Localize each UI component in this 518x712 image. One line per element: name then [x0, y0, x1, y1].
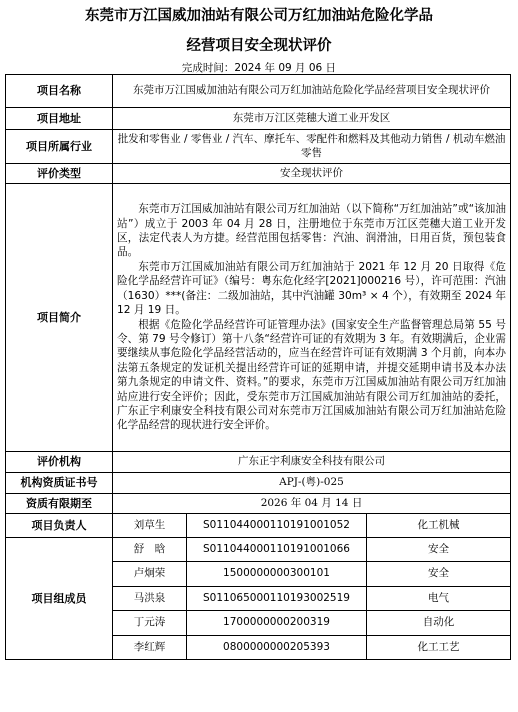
table-row [6, 108, 511, 130]
table-row [6, 452, 511, 473]
project-address-value: 东莞市万江区莞穗大道工业开发区 [113, 108, 511, 130]
document-title-line2: 经营项目安全现状评价 [186, 38, 332, 54]
cert-expiry-label: 资质有限期至 [6, 494, 113, 514]
member-name: 李红辉 [113, 636, 187, 660]
member-name: 马洪泉 [113, 587, 187, 611]
project-name-value: 东莞市万江国威加油站有限公司万红加油站危险化学品经营项目安全现状评价 [113, 75, 511, 108]
table-row [6, 538, 511, 562]
leader-name: 刘草生 [113, 514, 187, 538]
leader-specialty: 化工机械 [367, 514, 511, 538]
eval-type-value: 安全现状评价 [113, 164, 511, 184]
intro-paragraph: 根据《危险化学品经营许可证管理办法》(国家安全生产监督管理总局第 55 号令、第 79 号令修订）第十八条“经营许可证的有效期为 3 年。有效期满后，企业需要继续从事危险化学品经营活动的，应当在经营许可证有效期满 3 个月前，向本办法第五条规定的发证机关提出经营许可证的延期申请，并提交延期申请书及本办法第九条规定的申请文件、资料。”的要求，东莞市万江国威加油站有限公司万红加油站应进行安全评价；因此，受东莞市万江国威加油站有限公司万红加油站的委托，广东正宇利康安全科技有限公司对东莞市万江国威加油站有限公司万红加油站危险化学品经营的现状进行安全评价。 [117, 318, 507, 432]
member-name: 舒 晗 [113, 538, 187, 562]
table-row [6, 130, 511, 164]
member-specialty: 安全 [367, 538, 511, 562]
table-row [6, 184, 511, 452]
member-name: 卢炯荣 [113, 562, 187, 587]
member-cert: 1500000000300101 [187, 562, 367, 587]
eval-org-value: 广东正宇利康安全科技有限公司 [113, 452, 511, 473]
project-intro-text [113, 184, 511, 452]
project-info-table [5, 74, 511, 660]
document-title-line1: 东莞市万江国威加油站有限公司万红加油站危险化学品 [85, 8, 433, 24]
project-industry-label: 项目所属行业 [6, 130, 113, 164]
member-specialty: 安全 [367, 562, 511, 587]
team-members-label: 项目组成员 [6, 538, 113, 660]
member-specialty: 电气 [367, 587, 511, 611]
leader-cert: S011044000110191001052 [187, 514, 367, 538]
table-row [6, 75, 511, 108]
project-leader-label: 项目负责人 [6, 514, 113, 538]
member-cert: S011065000110193002519 [187, 587, 367, 611]
intro-paragraph: 东莞市万江国威加油站有限公司万红加油站于 2021 年 12 月 20 日取得《危险化学品经营许可证》（编号：粤东危化经字[2021]000216 号），许可范围：汽油（1630）***(备注：二级加油站，其中汽油罐 30m³ × 4 个），有效期至 2024 年 12 月 19 日。 [117, 260, 507, 317]
member-specialty: 自动化 [367, 611, 511, 636]
cert-no-value: APJ-(粤)-025 [113, 473, 511, 494]
eval-org-label: 评价机构 [6, 452, 113, 473]
completion-date: 完成时间：2024 年 09 月 06 日 [181, 62, 337, 74]
table-row [6, 494, 511, 514]
project-intro-label: 项目简介 [6, 184, 113, 452]
cert-expiry-value: 2026 年 04 月 14 日 [113, 494, 511, 514]
table-row [6, 164, 511, 184]
project-address-label: 项目地址 [6, 108, 113, 130]
eval-type-label: 评价类型 [6, 164, 113, 184]
project-name-label: 项目名称 [6, 75, 113, 108]
table-row [6, 473, 511, 494]
member-specialty: 化工工艺 [367, 636, 511, 660]
member-name: 丁元涛 [113, 611, 187, 636]
member-cert: 1700000000200319 [187, 611, 367, 636]
table-row [6, 514, 511, 538]
project-industry-value: 批发和零售业 / 零售业 / 汽车、摩托车、零配件和燃料及其他动力销售 / 机动车燃油零售 [113, 130, 511, 164]
cert-no-label: 机构资质证书号 [6, 473, 113, 494]
member-cert: S011044000110191001066 [187, 538, 367, 562]
member-cert: 0800000000205393 [187, 636, 367, 660]
intro-paragraph: 东莞市万江国威加油站有限公司万红加油站（以下简称“万红加油站”或“该加油站”）成立于 2003 年 04 月 28 日，注册地位于东莞市万江区莞穗大道工业开发区，法定代表人为方捷。经营范围包括零售：汽油、润滑油，日用百货，预包装食品。 [117, 203, 507, 259]
